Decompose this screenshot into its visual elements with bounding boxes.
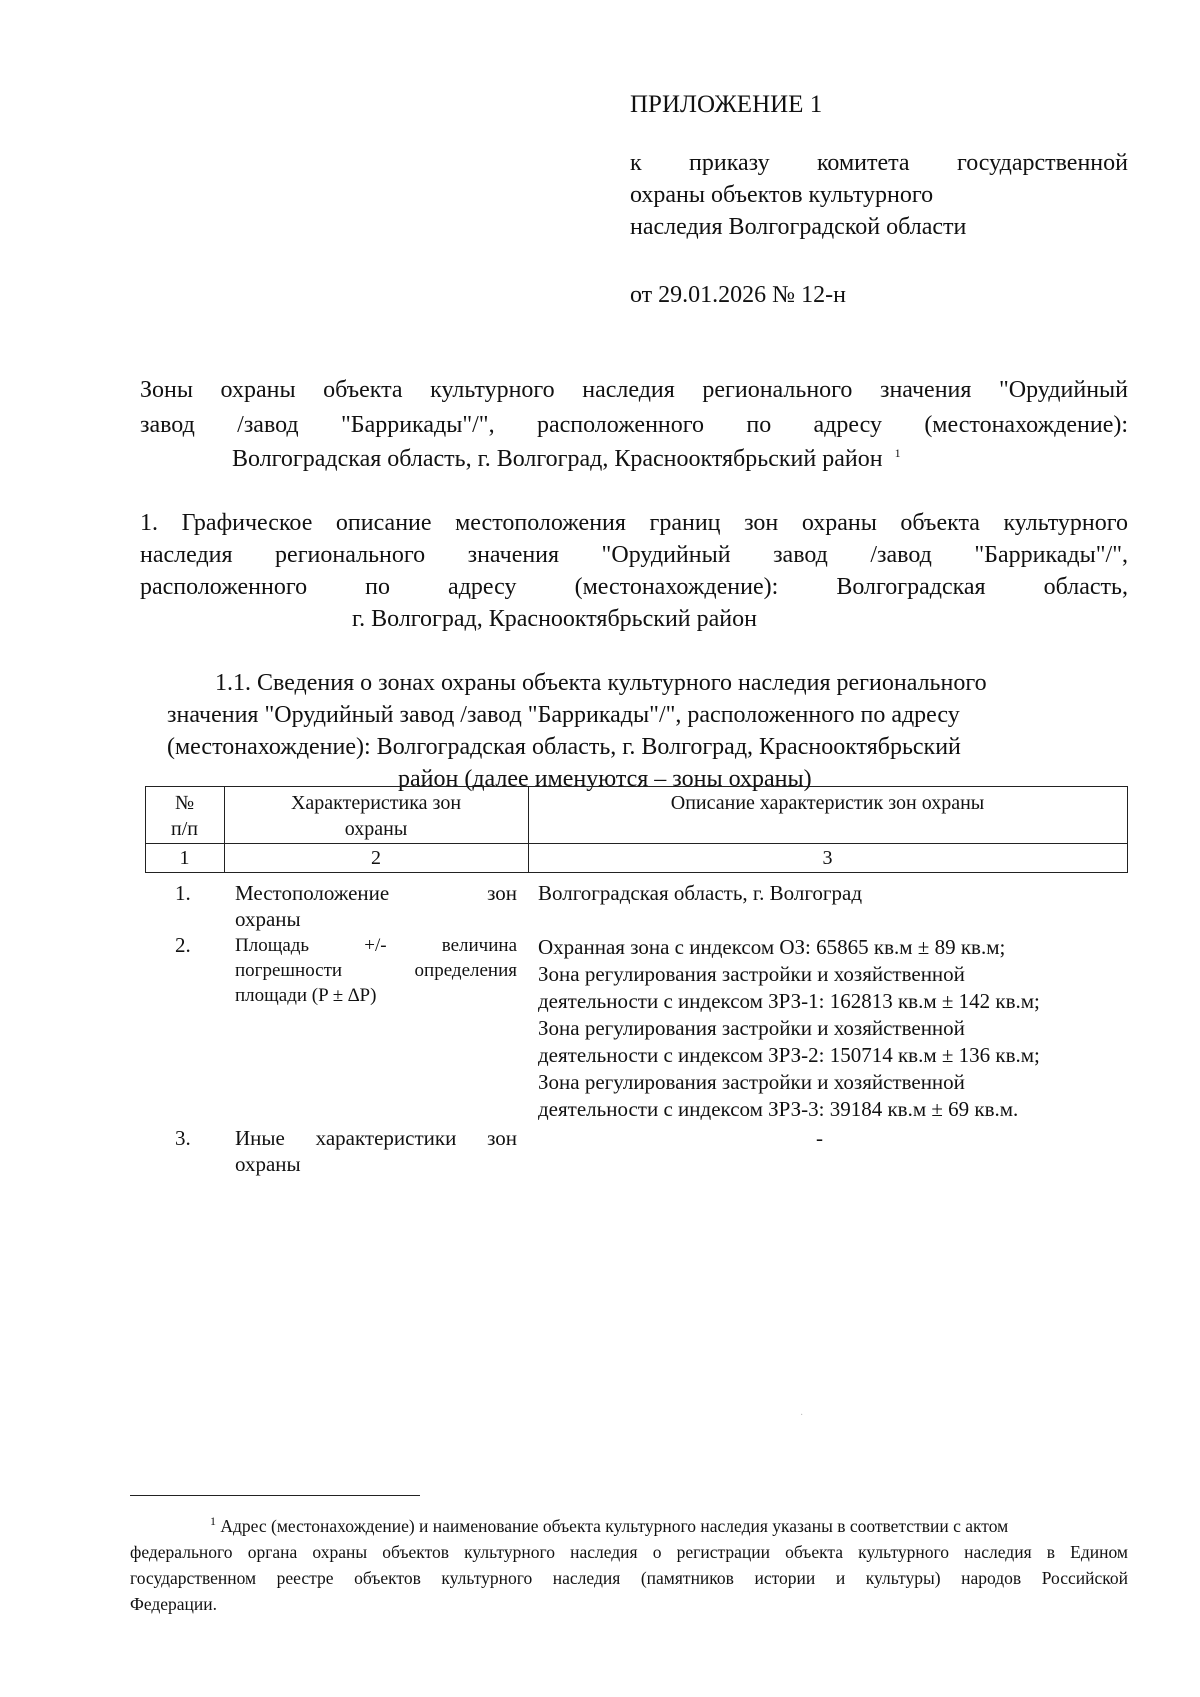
row3-num: 3. [175,1126,191,1150]
row2-char-line2: погрешности определения [235,960,517,981]
row2-desc-line3: деятельности с индексом ЗРЗ-1: 162813 кв.м ± 142 кв.м; [538,989,1040,1013]
title-line-3-text: Волгоградская область, г. Волгоград, Краснооктябрьский район [232,446,883,472]
header-char-line1: Характеристика зон [290,792,462,814]
row3-char-line1: Иные характеристики зон [235,1126,517,1150]
table-header-border [145,843,1128,844]
section1-line-1: 1. Графическое описание местоположения границ зон охраны объекта культурного [140,510,1128,536]
row2-desc-line7: деятельности с индексом ЗРЗ-3: 39184 кв.м ± 69 кв.м. [538,1097,1019,1121]
appendix-title: ПРИЛОЖЕНИЕ 1 [630,91,823,118]
title-line-2: завод /завод "Баррикады"/", расположенного по адресу (местонахождение): [140,412,1128,438]
title-line-3 [232,444,901,474]
table-vline-right [1127,786,1128,872]
row3-char-line2: охраны [235,1152,301,1176]
footnote-line-1-text: Адрес (местонахождение) и наименование объекта культурного наследия указаны в соответствии с актом [220,1516,1009,1536]
footnote-line-3: государственном реестре объектов культурного наследия (памятников истории и культуры) народов Российской [130,1568,1128,1588]
section11-line-3: (местонахождение): Волгоградская область, г. Волгоград, Краснооктябрьский [167,734,961,760]
footnote-separator [130,1495,420,1496]
col-num-3: 3 [822,847,833,869]
header-desc: Описание характеристик зон охраны [670,792,985,814]
section11-line-2: значения "Орудийный завод /завод "Баррикады"/", расположенного по адресу [167,702,960,728]
scan-speck: · [800,1410,804,1421]
order-date-number: от 29.01.2026 № 12-н [630,282,846,308]
row2-char-line1: Площадь +/- величина [235,935,517,956]
row1-num: 1. [175,881,191,905]
row1-char-line2: охраны [235,907,301,931]
section1-line-4: г. Волгоград, Краснооктябрьский район [352,606,757,632]
header-num-line2: п/п [171,818,198,840]
footnote-mark: 1 [210,1514,216,1529]
order-line-3: наследия Волгоградской области [630,214,967,240]
header-char-line2: охраны [344,818,408,840]
row2-num: 2. [175,933,191,957]
row2-desc-line1: Охранная зона с индексом ОЗ: 65865 кв.м ± 89 кв.м; [538,935,1006,959]
row2-desc-line5: деятельности с индексом ЗРЗ-2: 150714 кв.м ± 136 кв.м; [538,1043,1040,1067]
row2-desc-line6: Зона регулирования застройки и хозяйственной [538,1070,965,1094]
header-num-line1: № [174,792,195,814]
col-num-1: 1 [179,847,190,869]
row3-desc-line1: - [816,1126,823,1150]
footnote-line-1 [210,1514,1008,1538]
section11-line-4: район (далее именуются – зоны охраны) [398,766,812,792]
footnote-line-2: федерального органа охраны объектов культурного наследия о регистрации объекта культурного наследия в Едином [130,1542,1128,1562]
table-colnum-border [145,872,1128,873]
section1-line-3: расположенного по адресу (местонахождение): Волгоградская область, [140,574,1128,600]
order-line-1: к приказу комитета государственной [630,150,1128,176]
table-top-border [145,786,1128,787]
row2-desc-line4: Зона регулирования застройки и хозяйственной [538,1016,965,1040]
order-line-2: охраны объектов культурного [630,182,934,208]
footnote-line-4: Федерации. [130,1594,218,1614]
row1-char-line1: Местоположение зон [235,881,517,905]
col-num-2: 2 [371,847,381,869]
footnote-reference: 1 [894,446,901,460]
row2-desc-line2: Зона регулирования застройки и хозяйственной [538,962,965,986]
title-line-1: Зоны охраны объекта культурного наследия регионального значения "Орудийный [140,377,1128,403]
section1-line-2: наследия регионального значения "Орудийный завод /завод "Баррикады"/", [140,542,1128,568]
row1-desc-line1: Волгоградская область, г. Волгоград [538,881,863,905]
row2-char-line3: площади (P ± ∆P) [235,985,377,1006]
section11-line-1: 1.1. Сведения о зонах охраны объекта культурного наследия регионального [215,670,987,696]
